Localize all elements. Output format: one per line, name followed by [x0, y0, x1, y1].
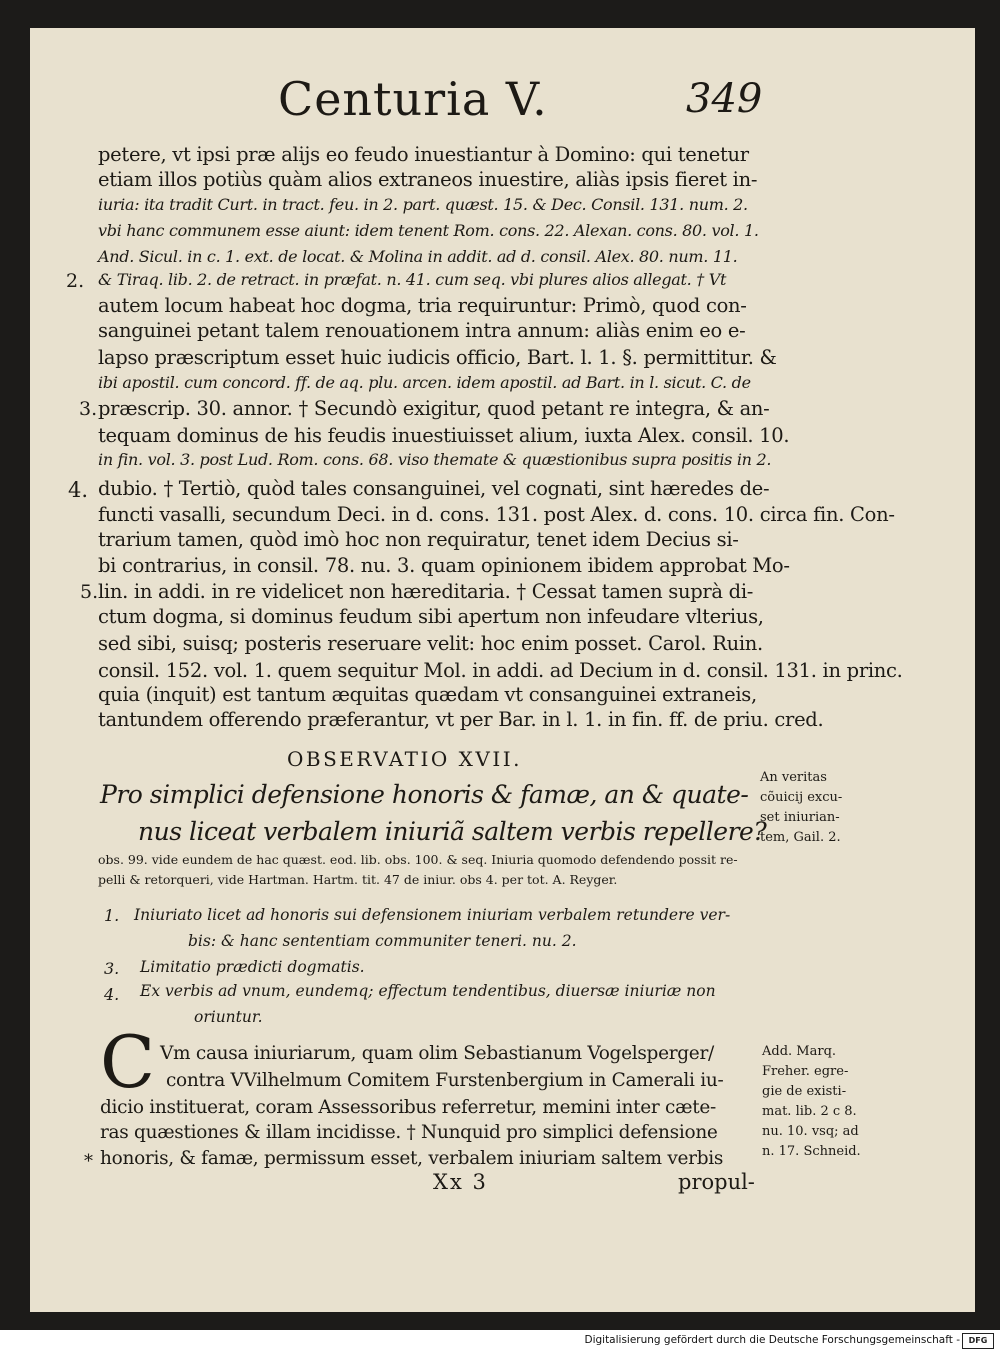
side-note-line: nu. 10. vsq; ad: [762, 1124, 859, 1139]
summary-line: bis: & hanc sententiam communiter teneri. nu. 2.: [188, 932, 577, 950]
body-line: in fin. vol. 3. post Lud. Rom. cons. 68. viso themate & quæstionibus supra positis in 2.: [98, 450, 772, 469]
body-line: sanguinei petant talem renouationem intra annum: aliàs enim eo e-: [98, 319, 746, 342]
body-line: bi contrarius, in consil. 78. nu. 3. quam opinionem ibidem approbat Mo-: [98, 554, 790, 577]
body-line: etiam illos potiùs quàm alios extraneos inuestire, aliàs ipsis fieret in-: [98, 168, 758, 191]
observatio-body-line: ras quæstiones & illam incidisse. † Nunquid pro simplici defensione: [100, 1122, 718, 1143]
side-note-line: gie de existi-: [762, 1084, 847, 1099]
credit-bar: [0, 1330, 1000, 1351]
section-title-line: Pro simplici defensione honoris & famæ, an & quate-: [100, 780, 749, 809]
summary-line: Limitatio prædicti dogmatis.: [140, 958, 365, 976]
summary-line: oriuntur.: [194, 1008, 263, 1026]
body-line: ibi apostil. cum concord. ff. de aq. plu. arcen. idem apostil. ad Bart. in l. sicut. C. de: [98, 373, 751, 392]
body-line: quia (inquit) est tantum æquitas quædam vt consanguinei extraneis,: [98, 683, 757, 706]
observatio-body-line: contra VVilhelmum Comitem Furstenbergium in Camerali iu-: [166, 1070, 724, 1091]
side-note-line: An veritas: [760, 770, 827, 785]
body-line: præscrip. 30. annor. † Secundò exigitur, quod petant re integra, & an-: [98, 397, 770, 420]
section-title-line: nus liceat verbalem iniuriã saltem verbis repellere?: [138, 817, 767, 846]
body-line: functi vasalli, secundum Deci. in d. cons. 131. post Alex. d. cons. 10. circa fin. Con-: [98, 503, 895, 526]
side-note-line: cõuicij excu-: [760, 790, 843, 805]
running-head: Centuria V.: [278, 72, 548, 126]
side-note-line: set iniurian-: [760, 810, 840, 825]
body-line: lin. in addi. in re videlicet non hæreditaria. † Cessat tamen suprà di-: [98, 580, 754, 603]
side-note-line: mat. lib. 2 c 8.: [762, 1104, 857, 1119]
summary-line: Iniuriato licet ad honoris sui defensionem iniuriam verbalem retundere ver-: [134, 906, 731, 924]
summary-number: 1.: [104, 906, 120, 925]
body-line: ctum dogma, si dominus feudum sibi apertum non infeudare vlterius,: [98, 605, 764, 628]
observatio-body-line: Vm causa iniuriarum, quam olim Sebastianum Vogelsperger/: [160, 1043, 714, 1064]
body-line: lapso præscriptum esset huic iudicis officio, Bart. l. 1. §. permittitur. &: [98, 346, 777, 369]
reference-line: pelli & retorqueri, vide Hartman. Hartm. tit. 47 de iniur. obs 4. per tot. A. Reyger.: [98, 872, 618, 887]
summary-number: 4.: [104, 985, 120, 1004]
body-line: consil. 152. vol. 1. quem sequitur Mol. in addi. ad Decium in d. consil. 131. in princ.: [98, 659, 903, 682]
margin-number: 3.: [79, 398, 98, 420]
dfg-logo-icon: DFG: [962, 1333, 994, 1349]
body-line: sed sibi, suisq; posteris reseruare velit: hoc enim posset. Carol. Ruin.: [98, 632, 763, 655]
summary-line: Ex verbis ad vnum, eundemq; effectum tendentibus, diuersæ iniuriæ non: [140, 982, 716, 1000]
side-note-line: Add. Marq.: [762, 1044, 837, 1059]
catchword: propul-: [678, 1170, 755, 1194]
body-line: trarium tamen, quòd imò hoc non requiratur, tenet idem Decius si-: [98, 528, 739, 551]
summary-number: 3.: [104, 959, 120, 978]
body-line: dubio. † Tertiò, quòd tales consanguinei, vel cognati, sint hæredes de-: [98, 477, 770, 500]
side-note-line: tem, Gail. 2.: [760, 830, 841, 845]
body-line: vbi hanc communem esse aiunt: idem tenent Rom. cons. 22. Alexan. cons. 80. vol. 1.: [98, 221, 759, 240]
body-line: iuria: ita tradit Curt. in tract. feu. in 2. part. quæst. 15. & Dec. Consil. 131. num. 2.: [98, 195, 748, 214]
signature-mark: Xx 3: [433, 1170, 488, 1194]
body-line: & Tiraq. lib. 2. de retract. in præfat. n. 41. cum seq. vbi plures alios allegat. † Vt: [98, 270, 727, 289]
observatio-body-line: dicio instituerat, coram Assessoribus referretur, memini inter cæte-: [100, 1097, 716, 1118]
page-number: 349: [686, 76, 763, 122]
margin-number: 4.: [68, 478, 89, 502]
margin-number: 2.: [66, 270, 85, 292]
body-line: tequam dominus de his feudis inuestiuisset alium, iuxta Alex. consil. 10.: [98, 424, 790, 447]
observatio-body-line: honoris, & famæ, permissum esset, verbalem iniuriam saltem verbis: [100, 1148, 724, 1169]
drop-cap: C: [100, 1020, 156, 1104]
body-line: And. Sicul. in c. 1. ext. de locat. & Molina in addit. ad d. consil. Alex. 80. num. 11.: [98, 247, 738, 266]
body-line: autem locum habeat hoc dogma, tria requiruntur: Primò, quod con-: [98, 294, 747, 317]
body-line: petere, vt ipsi præ alijs eo feudo inuestiantur à Domino: qui tenetur: [98, 143, 749, 166]
body-marker: *: [84, 1151, 93, 1172]
body-line: tantundem offerendo præferantur, vt per Bar. in l. 1. in fin. ff. de priu. cred.: [98, 708, 824, 731]
credit-text: Digitalisierung gefördert durch die Deutsche Forschungsgemeinschaft -: [584, 1334, 960, 1346]
section-heading: OBSERVATIO XVII.: [287, 747, 523, 771]
margin-number: 5.: [80, 581, 99, 603]
side-note-line: Freher. egre-: [762, 1064, 849, 1079]
side-note-line: n. 17. Schneid.: [762, 1144, 861, 1159]
reference-line: obs. 99. vide eundem de hac quæst. eod. lib. obs. 100. & seq. Iniuria quomodo defendendo possit re-: [98, 852, 738, 867]
